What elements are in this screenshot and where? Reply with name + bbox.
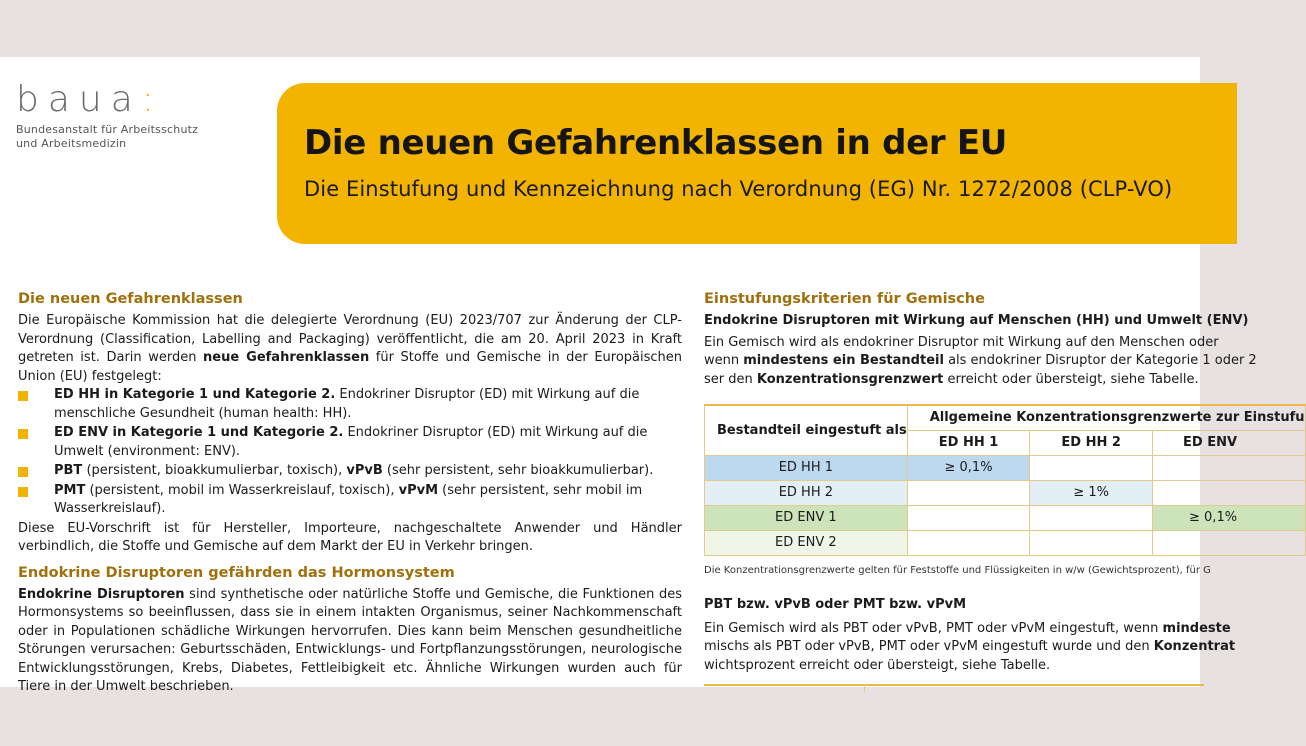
- table-cell: [907, 506, 1030, 531]
- bullet-bold: ED ENV in Kategorie 1 und Kategorie 2.: [54, 425, 344, 440]
- bullet-bold: ED HH in Kategorie 1 und Kategorie 2.: [54, 387, 336, 402]
- text: wenn: [704, 353, 744, 368]
- list-item: [18, 482, 682, 519]
- pbt-text-line2: [704, 638, 1235, 657]
- bold-text: mindeste: [1162, 620, 1231, 636]
- intro-bold: neue Gefahrenklassen: [203, 350, 370, 365]
- subheading-pbt: PBT bzw. vPvB oder PMT bzw. vPvM: [704, 597, 967, 612]
- bullet-text: Endokriner Disruptor (ED) mit Wirkung auf die menschliche Gesundheit (human health: HH).: [54, 387, 640, 421]
- bullet-bold: PBT: [54, 463, 83, 478]
- bullet-square-icon: [18, 467, 28, 477]
- endocrine-text: sind synthetische oder natürliche Stoffe und Gemische, die Funktionen des Hormonsystems so beeinflussen, dass sie in einem intakten Organismus, seiner Nachkommenschaft oder in Populationen schädliche Wirkungen hervorrufen. Dies kann beim Menschen gesundheitliche Störungen verursachen: Geburtsschäden, Entwicklungs- und Fortpflanzungsstörungen, neurologische Entwicklungsstörungen, Krebs, Diabetes, Fettleibigkeit etc. Ähnliche Wirkungen wurden auch für Tiere in der Umwelt beschrieben.: [18, 586, 682, 694]
- table-col-header: ED ENV: [1153, 431, 1305, 456]
- intro-text-end: für Stoffe und Gemische in der Europäischen Union (EU) festgelegt:: [18, 350, 683, 384]
- bold-text: Konzentrat: [1153, 639, 1236, 654]
- pbt-table-divider: [864, 684, 865, 692]
- subheading-ed: Endokrine Disruptoren mit Wirkung auf Menschen (HH) und Umwelt (ENV): [704, 313, 1249, 328]
- table-footnote: Die Konzentrationsgrenzwerte gelten für Feststoffe und Flüssigkeiten in w/w (Gewichtsprozent), für G: [704, 565, 1211, 576]
- table-col-header: ED HH 2: [1030, 431, 1153, 456]
- table-row: [705, 531, 1306, 556]
- intro-paragraph: [18, 312, 682, 386]
- baua-logo: [16, 79, 199, 151]
- right-column: [704, 289, 1305, 673]
- bullet-bold: vPvM: [398, 482, 439, 498]
- bullet-text: (sehr persistent, sehr bioakkumulierbar).: [382, 463, 654, 478]
- table-cell: ≥ 0,1%: [1153, 506, 1305, 531]
- table-cell: [907, 531, 1030, 556]
- logo-colon: :: [141, 79, 154, 120]
- list-item: [18, 424, 682, 461]
- section-heading-endokrine: Endokrine Disruptoren gefährden das Hormonsystem: [18, 564, 455, 581]
- bullet-square-icon: [18, 487, 28, 497]
- bold-text: mindestens ein Bestandteil: [743, 353, 944, 368]
- section-heading-einstufungskriterien: Einstufungskriterien für Gemische: [704, 291, 985, 307]
- endocrine-paragraph: [18, 586, 682, 697]
- table-row: [705, 506, 1306, 531]
- table-cell: [1153, 531, 1305, 556]
- table-row: [705, 456, 1306, 481]
- page-subtitle: Die Einstufung und Kennzeichnung nach Verordnung (EG) Nr. 1272/2008 (CLP-VO): [304, 177, 1173, 201]
- pbt-section: [704, 596, 1235, 675]
- text: als endokriner Disruptor der Kategorie 1 oder 2: [943, 353, 1257, 368]
- row-label: ED ENV 1: [705, 506, 908, 531]
- table-group-header: Allgemeine Konzentrationsgrenzwerte zur Einstufu: [907, 405, 1305, 431]
- page-title: Die neuen Gefahrenklassen in der EU: [304, 123, 1008, 163]
- intro-text: Die Europäische Kommission hat die delegierte Verordnung (EU) 2023/707 zur Änderung der CLP-Verordnung (Classification, Labelling and Packaging) veröffentlicht, die am 20. April 2023 in Kraft getreten ist. Darin werden: [18, 313, 682, 365]
- ed-text-line3: [704, 371, 1204, 390]
- table-cell: ≥ 0,1%: [907, 456, 1030, 481]
- row-label: ED HH 2: [705, 481, 908, 506]
- table-row: [705, 481, 1306, 506]
- table-cell: [1153, 456, 1305, 481]
- bullet-text: (sehr persistent, sehr mobil im Wasserkreislauf).: [54, 482, 643, 516]
- row-label: ED ENV 2: [705, 531, 908, 556]
- table-cell: [1030, 456, 1153, 481]
- left-column: [18, 289, 682, 697]
- logo-wordmark: [16, 79, 198, 120]
- bullet-bold: vPvB: [346, 463, 383, 478]
- table-cell: [1030, 531, 1153, 556]
- text: erreicht oder übersteigt, siehe Tabelle.: [943, 371, 1199, 387]
- text: mischs als PBT oder vPvB, PMT oder vPvM eingestuft wurde und den: [704, 639, 1154, 654]
- logo-subtitle-line1: Bundesanstalt für Arbeitsschutz: [16, 123, 199, 136]
- concentration-limit-table: [704, 404, 1306, 556]
- table-cell: [1153, 481, 1305, 506]
- pbt-text-line3: wichtsprozent erreicht oder übersteigt, siehe Tabelle.: [704, 657, 1051, 673]
- table-cell: [907, 481, 1030, 506]
- hazard-class-list: [18, 386, 682, 519]
- document-page: [0, 57, 1305, 694]
- text: Ein Gemisch wird als PBT oder vPvB, PMT oder vPvM eingestuft, wenn: [704, 620, 1163, 636]
- logo-subtitle-line2: und Arbeitsmedizin: [16, 137, 127, 150]
- logo-word: baua: [16, 79, 142, 120]
- bullet-text: (persistent, mobil im Wasserkreislauf, toxisch),: [85, 482, 399, 498]
- section-heading-gefahrenklassen: Die neuen Gefahrenklassen: [18, 291, 243, 307]
- bullet-square-icon: [18, 429, 28, 439]
- list-item: [18, 462, 682, 481]
- regulation-paragraph: Diese EU-Vorschrift ist für Hersteller, Importeure, nachgeschaltete Anwender und Händler verbindlich, die Stoffe und Gemische auf dem Markt der EU in Verkehr bringen.: [18, 520, 682, 554]
- ed-text-line2: [704, 352, 1257, 371]
- row-label: ED HH 1: [705, 456, 908, 481]
- pbt-table-top-border: [704, 684, 1204, 686]
- table-cell: [1030, 506, 1153, 531]
- bullet-text: (persistent, bioakkumulierbar, toxisch),: [82, 463, 347, 478]
- bullet-text: Endokriner Disruptor (ED) mit Wirkung auf die Umwelt (environment: ENV).: [54, 425, 648, 459]
- title-banner: [277, 83, 1237, 244]
- table-header-bestandteil: Bestandteil eingestuft als: [705, 405, 908, 456]
- ed-text-line1: Ein Gemisch wird als endokriner Disruptor mit Wirkung auf den Menschen oder: [704, 334, 1219, 350]
- text: ser den: [704, 371, 757, 387]
- endocrine-bold: Endokrine Disruptoren: [18, 586, 185, 602]
- bullet-bold: PMT: [54, 482, 86, 498]
- table-cell: ≥ 1%: [1030, 481, 1153, 506]
- table-col-header: ED HH 1: [907, 431, 1030, 456]
- bold-text: Konzentrationsgrenzwert: [756, 371, 944, 387]
- pbt-text-line1: [704, 620, 1235, 639]
- bullet-square-icon: [18, 391, 28, 401]
- list-item: [18, 386, 682, 423]
